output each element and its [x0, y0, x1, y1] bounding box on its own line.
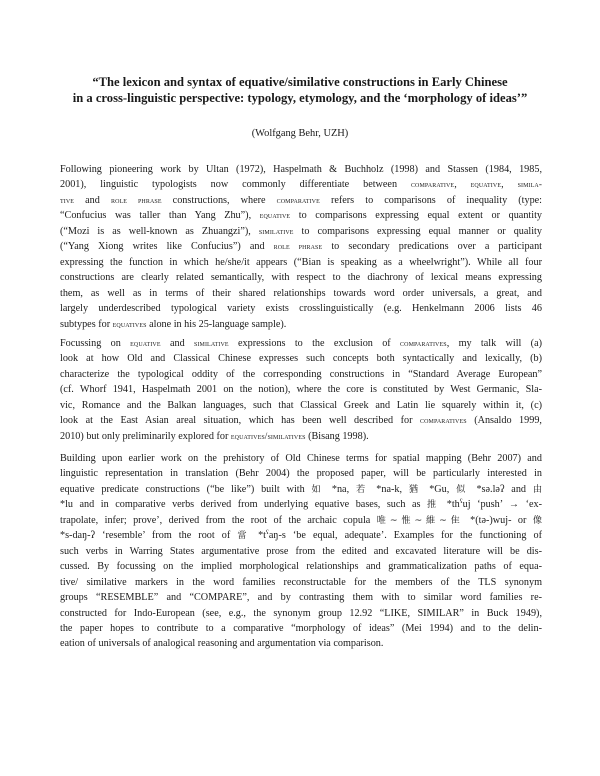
text-run: *lu and in comparative verbs derived from underlying equative bases, such as	[60, 499, 428, 511]
text-run: refers to comparisons of inequality (type:	[319, 194, 543, 206]
term: comparatives	[420, 415, 467, 426]
paragraph-lexicon	[60, 451, 542, 652]
text-line	[60, 513, 542, 528]
text-run: look at the East Asian areal situation, which has been well described for	[60, 415, 420, 427]
term: similative	[193, 338, 229, 348]
text-run: *s-daŋ-ʔ ‘resemble’ from the root of	[60, 530, 238, 542]
term: equatives	[112, 318, 147, 329]
text-line	[60, 482, 542, 497]
text-line	[60, 382, 542, 397]
text-line	[60, 255, 542, 270]
text-run: , my talk will (a)	[446, 338, 542, 349]
term: comparatives	[400, 338, 447, 348]
text-run: expressions to the exclusion of	[228, 338, 401, 349]
text-run: the paper hopes to contribute to a comparative “morphology of ideas” (Mei 1994) and to the delin-	[60, 622, 542, 634]
term: role phrase	[110, 194, 162, 205]
paragraph-focus	[60, 336, 542, 444]
text-line	[60, 497, 542, 512]
text-line	[60, 193, 542, 208]
text-run: expressing the function in which he/she/it appears (“Bian is speaking as a wheelwright”). While all four	[60, 256, 542, 268]
chinese-character: 若	[355, 483, 370, 495]
text-line	[60, 413, 542, 428]
text-line	[60, 451, 542, 466]
text-run: groups “RESEMBLE” and “COMPARE”, and by contrasting them with to similar word families re-	[60, 592, 542, 604]
text-run: constructions are clearly related semantically, with respect to the diachrony of lexical means expressing	[60, 272, 542, 284]
text-run: characterize the typological oddity of the corresponding constructions in “Standard Average European”	[60, 368, 542, 380]
text-run: to comparisons expressing equal manner or quality	[293, 225, 542, 237]
text-run: them, as well as in terms of their shared relationships towards word order universals, a great, and	[60, 287, 542, 299]
text-run: to comparisons expressing equal extent or quantity	[290, 210, 543, 222]
text-run: eation of universals of analogical reasoning and argumentation via comparison.	[60, 638, 384, 650]
text-line	[60, 351, 542, 366]
text-line	[60, 317, 542, 332]
chinese-character: 唯~惟~維~隹	[376, 514, 464, 526]
term: simila-	[517, 179, 542, 190]
text-run: Building upon earlier work on the prehistory of Old Chinese terms for spatial mapping (Behr 2007) and	[60, 453, 542, 464]
text-line	[60, 398, 542, 413]
text-run: Following pioneering work by Ultan (1972), Haspelmath & Buchholz (1998) and Stassen (1984, 1985,	[60, 164, 542, 175]
title-line-1: “The lexicon and syntax of equative/similative constructions in Early Chinese	[92, 75, 508, 89]
text-run: such verbs in Warring States argumentative prose from the edited and excavated literature will be dis-	[60, 545, 542, 557]
text-run: look at how Old and Classical Chinese expresses such concepts both syntactically and lexically, (b)	[60, 353, 542, 365]
term: equative	[130, 338, 161, 348]
text-line	[60, 162, 542, 177]
text-run: 2010) but only preliminarily explored for	[60, 430, 231, 442]
text-run: vic, Romance and the Balkan languages, such that Classical Greek and Latin lie squarely within it, (c)	[60, 399, 542, 411]
text-run: subtypes for	[60, 318, 113, 330]
text-line	[60, 590, 542, 605]
term: comparative	[410, 179, 455, 190]
text-run: (Ansaldo 1999,	[466, 415, 542, 427]
term: equative	[470, 179, 502, 190]
term: tive	[60, 194, 75, 205]
text-line	[60, 301, 542, 316]
author-byline: (Wolfgang Behr, UZH)	[251, 128, 349, 139]
text-run: *(tə-)wuj- or	[463, 514, 533, 526]
text-run: ,	[454, 179, 471, 191]
text-line	[60, 606, 542, 621]
text-line	[60, 367, 542, 382]
term: similative	[258, 225, 294, 236]
text-run: ,	[501, 179, 518, 191]
text-run: *na,	[325, 483, 356, 495]
term: equatives/similatives	[230, 430, 306, 441]
text-run: Focussing on	[60, 338, 131, 349]
text-run: alone in his 25-language sample).	[146, 318, 287, 330]
text-line	[60, 177, 542, 192]
text-run: (“Mozi is as well-known as Zhuangzi”),	[60, 225, 259, 237]
chinese-character: 如	[311, 483, 326, 495]
text-run: largely underdescribed typological variety exists crosslinguistically (e.g. Henkelmann 2006 lists 46	[60, 303, 542, 315]
text-line	[60, 239, 542, 254]
text-run: uj ‘push’ → ‘ex-	[462, 499, 542, 511]
paper-title	[40, 74, 560, 106]
text-run: to secondary predications over a participant	[322, 241, 542, 253]
text-run: “Confucius was taller than Yang Zhu”),	[60, 210, 260, 222]
text-run: (“Yang Xiong writes like Confucius”) and	[60, 241, 274, 253]
text-run: *na-k,	[369, 483, 409, 495]
text-line	[60, 270, 542, 285]
text-run: equative predicate constructions (“be like”) built with	[60, 483, 312, 495]
text-run: 2001), linguistic typologists now commonly differentiate between	[60, 179, 411, 191]
chinese-character: 猶	[408, 483, 423, 495]
chinese-character: 推	[427, 499, 441, 511]
text-line	[60, 466, 542, 481]
text-line	[60, 636, 542, 651]
text-run: tive/ similative markers in the word families reconstructable for the members of the TLS synonym	[60, 576, 542, 588]
chinese-character: 當	[237, 530, 252, 542]
text-line	[60, 528, 542, 543]
text-run: *sə.ləʔ and	[469, 483, 533, 495]
text-line	[60, 544, 542, 559]
text-line	[60, 208, 542, 223]
text-run: constructions, where	[161, 194, 277, 206]
text-run: and	[74, 194, 111, 206]
text-run: *th	[440, 499, 460, 511]
text-line	[60, 575, 542, 590]
text-run: (cf. Whorf 1941, Haspelmath 2001 on the notion), where the core is constituted by West Germanic, Sla-	[60, 384, 542, 396]
term: role phrase	[273, 241, 323, 252]
term: equative	[259, 210, 291, 221]
paragraph-typology	[60, 162, 542, 332]
chinese-character: 由	[532, 483, 543, 495]
text-run: and	[160, 338, 194, 349]
title-line-2: in a cross-linguistic perspective: typology, etymology, and the ‘morphology of ideas’”	[72, 91, 528, 105]
text-run: trapolate, infer; prove’, derived from the root of the archaic copula	[60, 514, 377, 526]
text-line	[60, 286, 542, 301]
chinese-character: 像	[532, 514, 542, 526]
term: comparative	[276, 194, 320, 205]
text-run: *Gu,	[422, 483, 457, 495]
text-line	[60, 429, 542, 444]
text-run: cussed. By focussing on the implied morphological relationships and grammaticalization paths of equa-	[60, 561, 542, 573]
text-line	[60, 621, 542, 636]
text-run: linguistic representation in translation (Behr 2004) the proposed paper, will be particularly interested in	[60, 468, 542, 480]
text-run: ʕ	[266, 529, 269, 537]
text-run: ʕ	[459, 498, 463, 506]
text-run: aŋ-s ‘be equal, adequate’. Examples for the functioning of	[268, 530, 542, 542]
text-run: constructed for Indo-European (see, e.g., the synonym group 12.92 “LIKE, SIMILAR” in Buck 1949),	[60, 607, 542, 619]
text-line	[60, 559, 542, 574]
text-run: (Bisang 1998).	[305, 430, 369, 442]
chinese-character: 似	[456, 483, 470, 495]
text-run: *t	[251, 530, 267, 542]
text-line	[60, 224, 542, 239]
text-line	[60, 336, 542, 351]
